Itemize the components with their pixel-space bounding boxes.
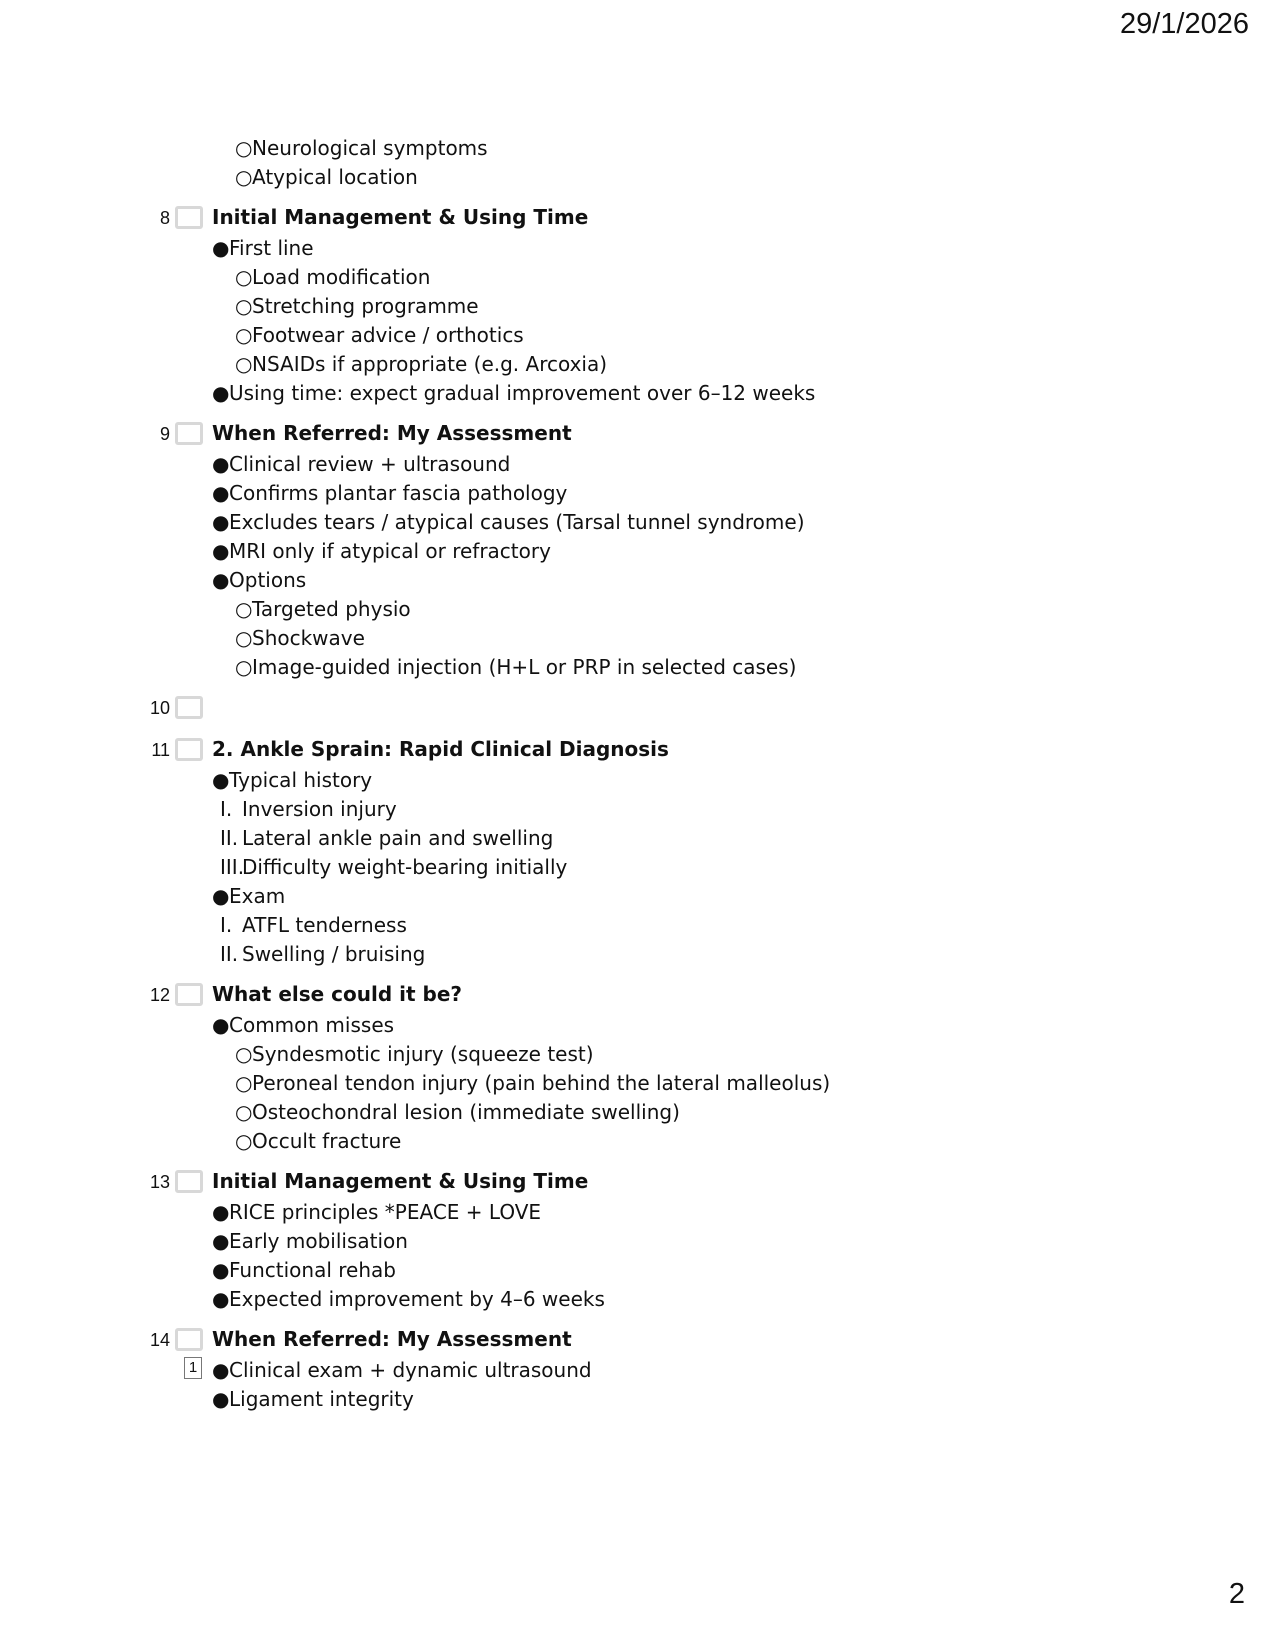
slide-number: 13 [149, 1172, 170, 1192]
list-item: ●Functional rehab [212, 1258, 396, 1282]
list-item: ●Using time: expect gradual improvement over 6–12 weeks [212, 381, 816, 405]
slide-thumbnail[interactable] [175, 206, 203, 229]
list-item: II. Swelling / bruising [220, 942, 426, 966]
comment-marker[interactable]: 1 [184, 1357, 202, 1379]
list-item: ○Targeted physio [235, 597, 411, 621]
slide-thumbnail[interactable] [175, 422, 203, 445]
slide-thumbnail[interactable] [175, 983, 203, 1006]
list-item: ○Footwear advice / orthotics [235, 323, 524, 347]
list-item: ●Typical history [212, 768, 373, 792]
list-item: ○Neurological symptoms [235, 136, 488, 160]
list-item: ●Expected improvement by 4–6 weeks [212, 1287, 605, 1311]
slide-number: 14 [149, 1330, 170, 1350]
slide-thumbnail[interactable] [175, 1170, 203, 1193]
list-item: ○Syndesmotic injury (squeeze test) [235, 1042, 594, 1066]
list-item: ●Clinical exam + dynamic ultrasound [212, 1358, 592, 1382]
slide-number: 10 [149, 698, 170, 718]
list-item: ○Load modification [235, 265, 431, 289]
list-item: II. Lateral ankle pain and swelling [220, 826, 554, 850]
slide-title: Initial Management & Using Time [212, 1169, 589, 1193]
slide-number: 8 [159, 208, 170, 228]
slide-number: 12 [149, 985, 170, 1005]
slide-title: When Referred: My Assessment [212, 1327, 572, 1351]
slide-thumbnail[interactable] [175, 696, 203, 719]
list-item: ●Clinical review + ultrasound [212, 452, 511, 476]
slide-number: 11 [151, 740, 170, 760]
page-number: 2 [1228, 1578, 1245, 1610]
list-item: ○NSAIDs if appropriate (e.g. Arcoxia) [235, 352, 608, 376]
list-item: ●RICE principles *PEACE + LOVE [212, 1200, 542, 1224]
list-item: I. Inversion injury [220, 797, 397, 821]
slide-thumbnail[interactable] [175, 738, 203, 761]
list-item: ●Options [212, 568, 307, 592]
slide-number: 9 [159, 424, 170, 444]
list-item: ●Exam [212, 884, 286, 908]
list-item: ○Peroneal tendon injury (pain behind the lateral malleolus) [235, 1071, 831, 1095]
list-item: III.Difficulty weight-bearing initially [220, 855, 568, 879]
list-item: I. ATFL tenderness [220, 913, 407, 937]
slide-title: When Referred: My Assessment [212, 421, 572, 445]
list-item: ●Early mobilisation [212, 1229, 408, 1253]
list-item: ○Osteochondral lesion (immediate swelling) [235, 1100, 680, 1124]
list-item: ○Stretching programme [235, 294, 479, 318]
slide-title: 2. Ankle Sprain: Rapid Clinical Diagnosis [212, 737, 669, 761]
list-item: ●Common misses [212, 1013, 395, 1037]
list-item: ●Ligament integrity [212, 1387, 414, 1411]
print-date: 29/1/2026 [1119, 8, 1249, 40]
slide-title: Initial Management & Using Time [212, 205, 589, 229]
list-item: ○Image-guided injection (H+L or PRP in selected cases) [235, 655, 797, 679]
slide-thumbnail[interactable] [175, 1328, 203, 1351]
list-item: ●Excludes tears / atypical causes (Tarsal tunnel syndrome) [212, 510, 805, 534]
slide-title: What else could it be? [212, 982, 462, 1006]
list-item: ○Atypical location [235, 165, 418, 189]
list-item: ○Occult fracture [235, 1129, 402, 1153]
list-item: ●Confirms plantar fascia pathology [212, 481, 568, 505]
list-item: ●MRI only if atypical or refractory [212, 539, 551, 563]
list-item: ●First line [212, 236, 314, 260]
list-item: ○Shockwave [235, 626, 365, 650]
